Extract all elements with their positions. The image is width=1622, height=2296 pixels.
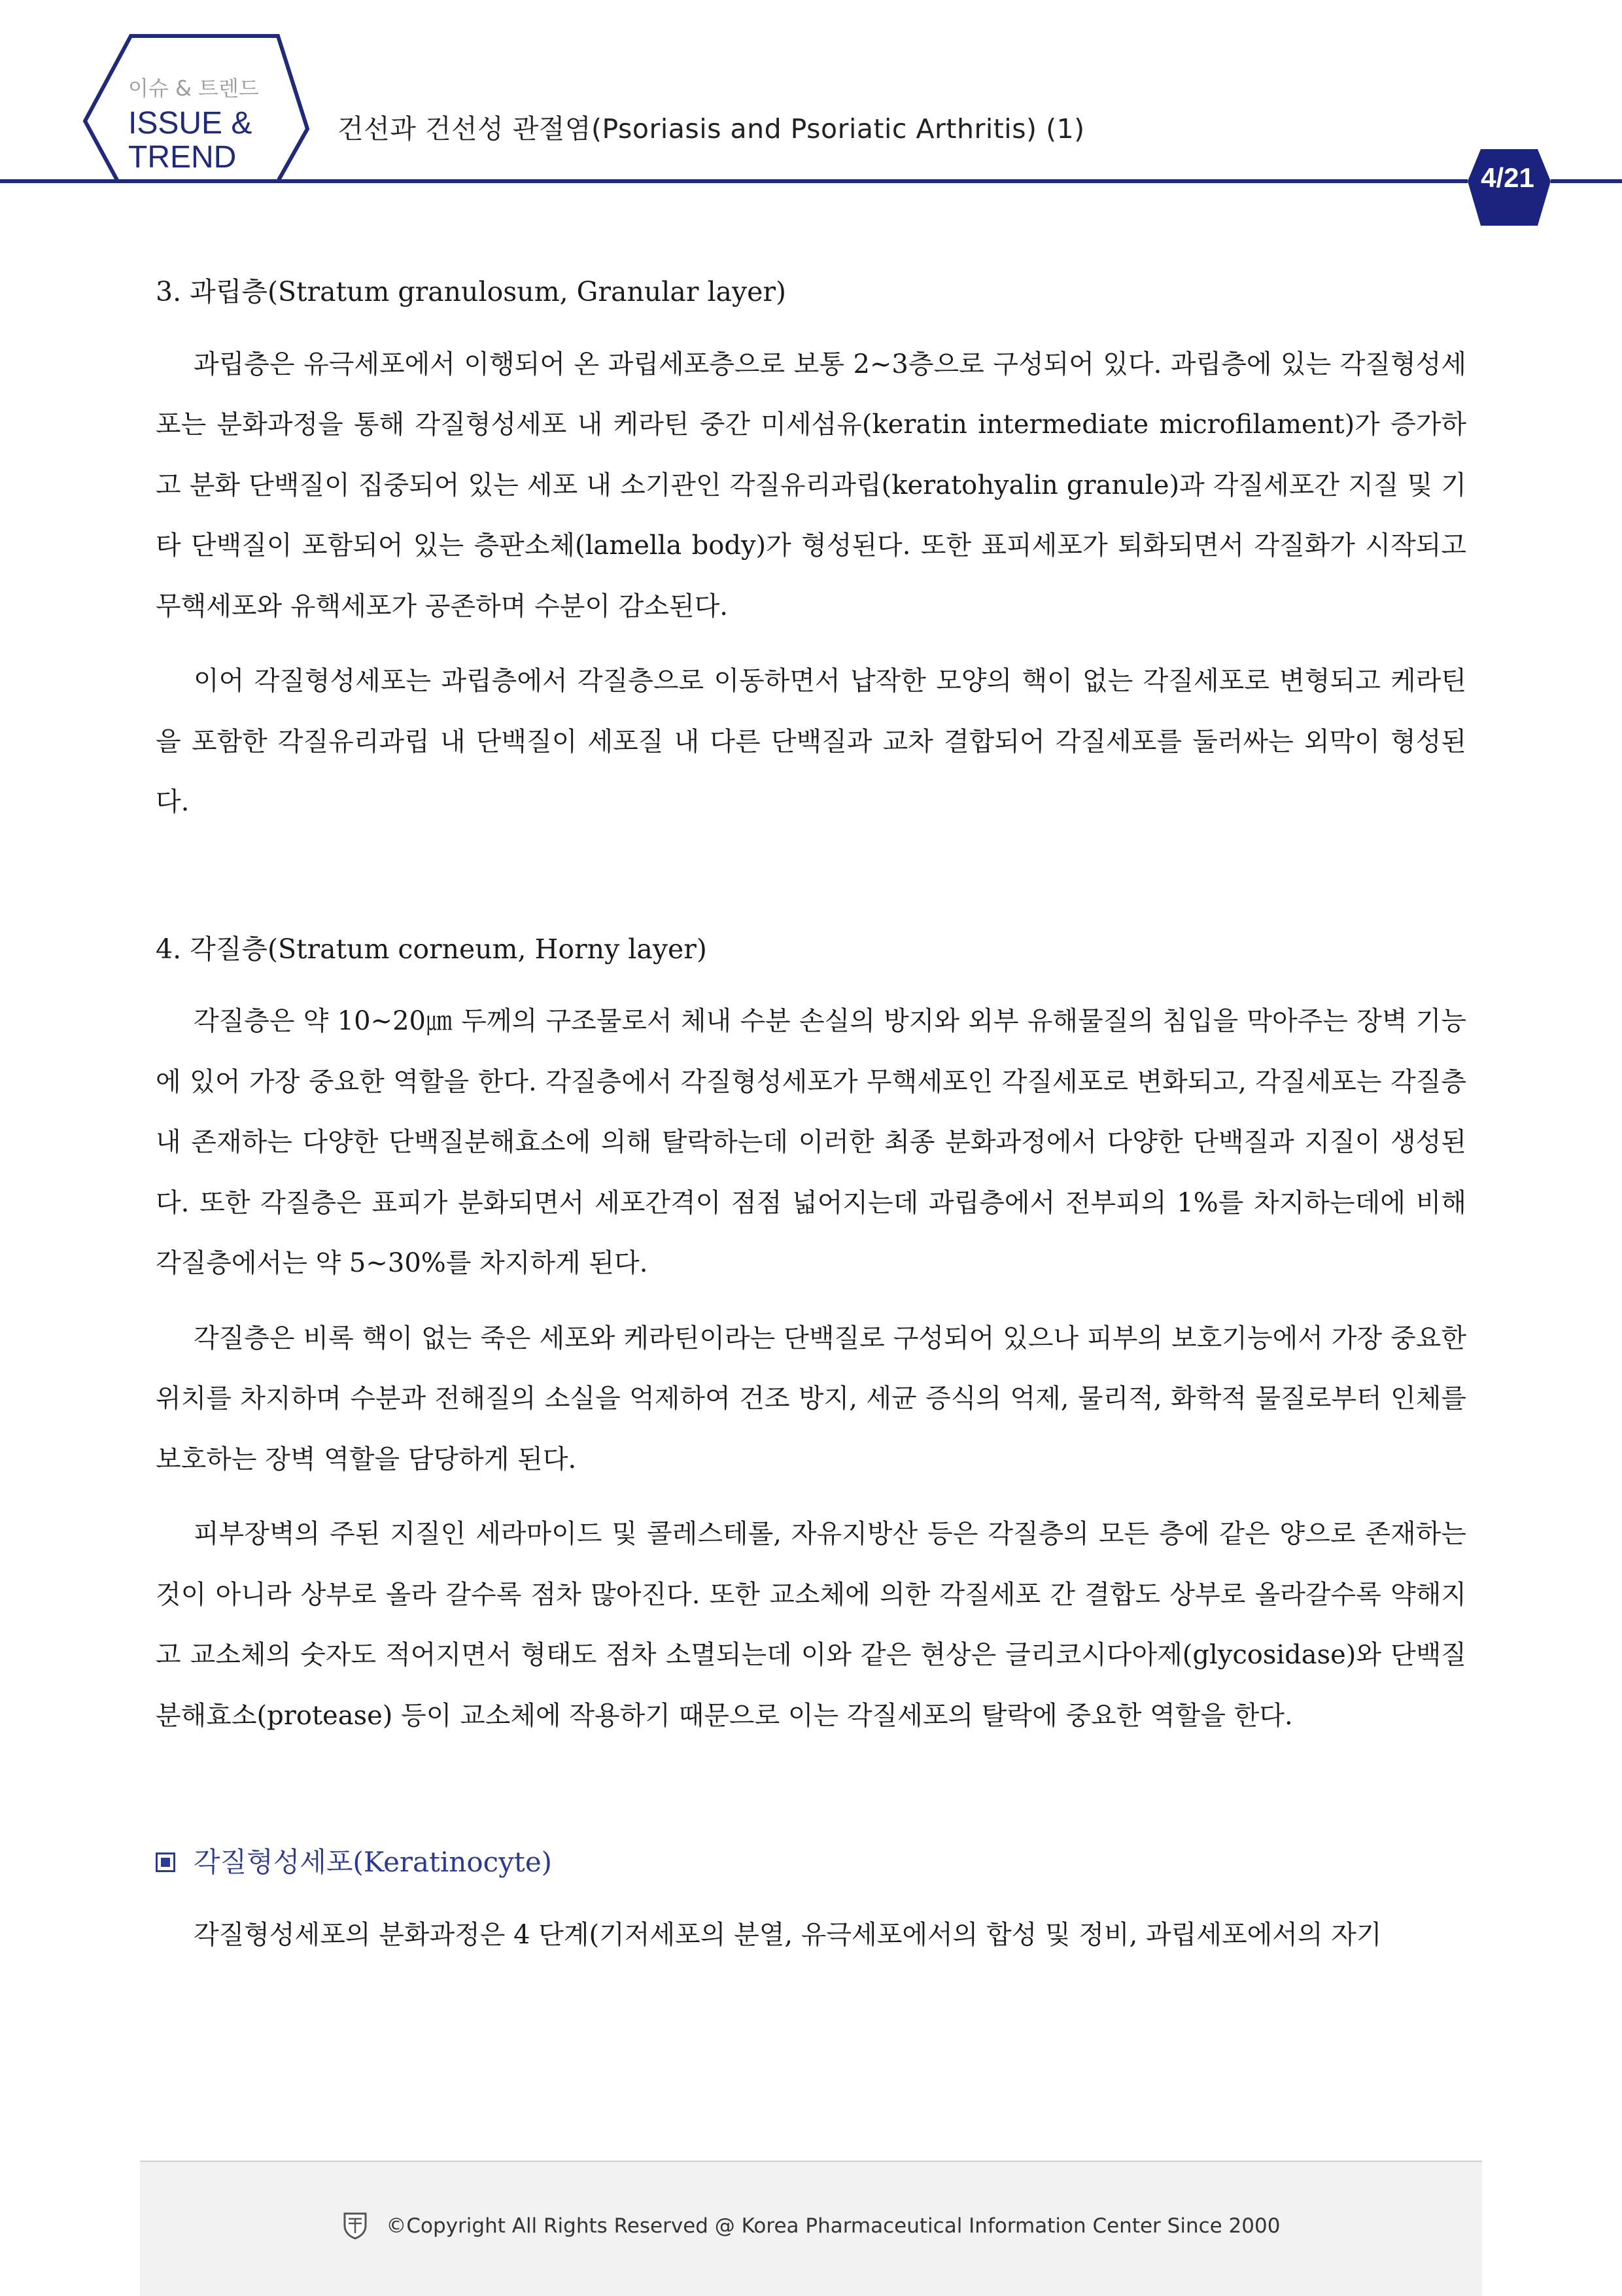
document-title: 건선과 건선성 관절염(Psoriasis and Psoriatic Arthritis) (1) bbox=[337, 113, 1085, 145]
paragraph: 각질형성세포의 분화과정은 4 단계(기저세포의 분열, 유극세포에서의 합성 및 정비, 과립세포에서의 자기 bbox=[194, 1919, 1382, 1950]
shield-emblem-icon bbox=[342, 2211, 368, 2240]
section-heading-label: 각질형성세포(Keratinocyte) bbox=[194, 1846, 553, 1878]
paragraph: 각질층은 약 10∼20㎛ 두께의 구조물로서 체내 수분 손실의 방지와 외부 유해물질의 침입을 막아주는 장벽 기능에 있어 가장 중요한 역할을 한다. 각질층에서 각질형성세포가 무핵세포인 각질세포로 변화되고, 각질세포는 각질층 내 존재하는 다양한 단백질분해효소에 의해 탈락하는데 이러한 최종 분화과정에서 다양한 단백질과 지질이 생성된다. 또한 각질층은 표피가 분화되면서 세포간격이 점점 넓어지는데 과립층에서 전부피의 1%를 차지하는데에 비해 각질층에서는 약 5~30%를 차지하게 된다. bbox=[156, 1006, 1466, 1278]
paragraph: 피부장벽의 주된 지질인 세라마이드 및 콜레스테롤, 자유지방산 등은 각질층의 모든 층에 같은 양으로 존재하는 것이 아니라 상부로 올라 갈수록 점차 많아진다. 또한 교소체에 의한 각질세포 간 결합도 상부로 올라갈수록 약해지고 교소체의 숫자도 적어지면서 형태도 점차 소멸되는데 이와 같은 현상은 글리코시다아제(glycosidase)와 단백질분해효소(protease) 등이 교소체에 작용하기 때문으로 이는 각질세포의 탈락에 중요한 역할을 한다. bbox=[156, 1519, 1466, 1731]
copyright-text: ©Copyright All Rights Reserved @ Korea Pharmaceutical Information Center Since 2000 bbox=[386, 2214, 1281, 2238]
document-body bbox=[156, 262, 1466, 1965]
badge-title-line2: TREND bbox=[128, 140, 237, 175]
badge-subtitle: 이슈 & 트렌드 bbox=[128, 76, 259, 101]
page-number: 4/21 bbox=[1481, 162, 1534, 193]
section-heading-granular: 3. 과립층(Stratum granulosum, Granular layer) bbox=[156, 276, 787, 307]
footer bbox=[140, 2161, 1482, 2296]
square-bullet-icon bbox=[156, 1852, 175, 1872]
footer-copyright-line bbox=[140, 2214, 1482, 2240]
section-heading-keratinocyte bbox=[156, 1832, 1466, 1893]
paragraph: 각질층은 비록 핵이 없는 죽은 세포와 케라틴이라는 단백질로 구성되어 있으나 피부의 보호기능에서 가장 중요한 위치를 차지하며 수분과 전해질의 소실을 억제하여 건조 방지, 세균 증식의 억제, 물리적, 화학적 물질로부터 인체를 보호하는 장벽 역할을 담당하게 된다. bbox=[156, 1323, 1466, 1474]
section-heading-corneum: 4. 각질층(Stratum corneum, Horny layer) bbox=[156, 933, 707, 965]
paragraph: 과립층은 유극세포에서 이행되어 온 과립세포층으로 보통 2~3층으로 구성되어 있다. 과립층에 있는 각질형성세포는 분화과정을 통해 각질형성세포 내 케라틴 중간 미세섬유(keratin intermediate microfilament)가 증가하고 분화 단백질이 집중되어 있는 세포 내 소기관인 각질유리과립(keratohyalin granule)과 각질세포간 지질 및 기타 단백질이 포함되어 있는 층판소체(lamella body)가 형성된다. 또한 표피세포가 퇴화되면서 각질화가 시작되고 무핵세포와 유핵세포가 공존하며 수분이 감소된다. bbox=[156, 349, 1466, 621]
badge-title-line1: ISSUE & bbox=[128, 106, 252, 141]
paragraph: 이어 각질형성세포는 과립층에서 각질층으로 이동하면서 납작한 모양의 핵이 없는 각질세포로 변형되고 케라틴을 포함한 각질유리과립 내 단백질이 세포질 내 다른 단백질과 교차 결합되어 각질세포를 둘러싸는 외막이 형성된다. bbox=[156, 666, 1466, 817]
